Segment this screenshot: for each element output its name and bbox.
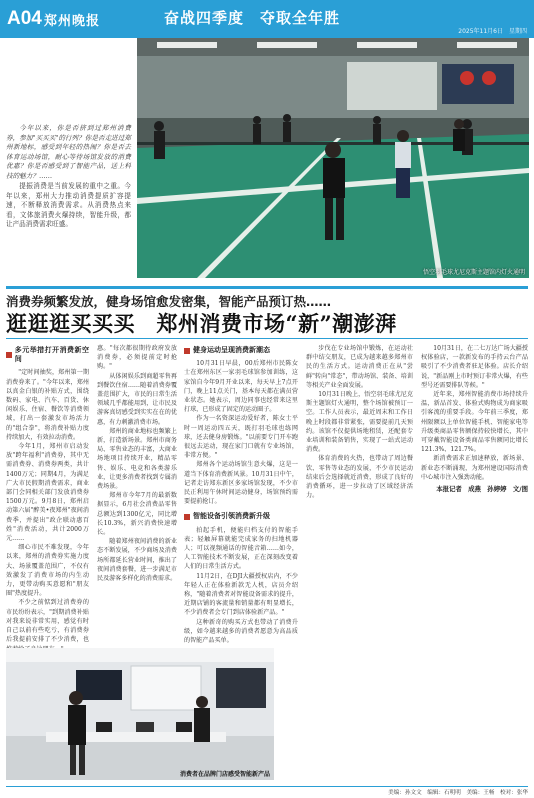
body-paragraph: 10月31日早晨，00后郑州市民陈女士在郑州东区一家羽毛球馆参加训练，这家馆自今年9月开业以来，每天早上7点开门，晚上11点关门，基本每天都在满员营业状态。她表示，周边同事也经常来这里打球，已形成了固定的运动圈子。 — [184, 360, 298, 414]
body-paragraph: 新消费需求正加速释放，新场景、新业态不断涌现，为郑州建设国际消费中心城市注入强劲动能。 — [421, 455, 528, 481]
issue-date: 2025年11月6日 星期四 — [458, 28, 527, 35]
body-paragraph: 11月2日，在DJI大疆授权店内，不少年轻人正在体验新款无人机，店员介绍称，"随着消费者对智能设备需求的提升，近期店铺的客流量和销量都有明显增长，不少消费者会专门到店体验新产品。" — [184, 572, 298, 617]
body-paragraph: 拍起手机，便能归档支付的智能手表；轻触屏幕就能完成家务的扫地机器人；可以视频通话的智能音箱……如今，人工智能技术不断发展，正在深刻改变着人们的日常生活方式。 — [184, 526, 298, 571]
page-number: A04 — [7, 8, 42, 29]
body-paragraph: 郑州市今年7月的最新数据显示，6月社会消费品零售总额达到1300亿元，同比增长10.3%，新兴消费快速增长。 — [97, 492, 177, 537]
body-paragraph: 10月31日，在二七万达广场大疆授权体验店，一款新发布的手持云台产品吸引了不少消费者驻足体验。店长介绍说，"新品刚上市时预订非常火爆，有些型号还需要排队等候。" — [421, 345, 528, 389]
intro-text — [6, 124, 131, 231]
smart-device-store-illustration — [6, 648, 274, 780]
page-slogan: 奋战四季度 夺取全年胜 — [164, 9, 341, 27]
accent-bar — [6, 286, 528, 289]
body-paragraph: 近年来，郑州智能消费市场持续升温，新品首发、体验式购物成为商家吸引客流的重要手段。今年前三季度，郑州限额以上单位智能手机、智能家电等升级类商品零售额保持较快增长，其中可穿戴智能设备类商品零售额同比增长121.3%、121.7%。 — [421, 391, 528, 454]
article-column-2 — [97, 344, 177, 583]
badminton-hall-illustration — [137, 38, 529, 278]
section-marker-icon — [184, 514, 190, 520]
body-paragraph: 不少之前惦到过消费券的市民纷纷表示，"到期消费补贴对我来说非常实用，感觉有时自己以前有些吃亏，有消费券后我提前安排了不少消费，也 — [6, 599, 89, 644]
section-heading: 多元举措打开消费新空间 — [6, 346, 89, 364]
headline-divider — [6, 338, 528, 339]
article-column-4 — [306, 344, 528, 784]
body-paragraph: 体育消费的火热，也带动了周边餐饮、零售等业态的发展，不少市民运动结束后会选择就近消费，形成了良好的消费循环，进一步拉动了区域经济活力。 — [306, 455, 413, 500]
footer-rule — [6, 786, 528, 787]
store-photo — [6, 648, 274, 780]
section-marker-icon — [6, 352, 12, 358]
body-paragraph: 从体闲娱乐到商超零售再到餐饮住宿……随着消费券覆盖范围扩大，市民的日常生活领域几乎都能用到，让市民及游客真切感受到实实在在的优惠，有力刺激消费市场。 — [97, 372, 177, 426]
body-paragraph: 作为一名资深运动爱好者，陈女士平时一周运动四五天，既打羽毛球也练网球，还去健身房锻炼。"以前要专门开车跑很远去运动，现在家门口就有专业场馆，非常方便。" — [184, 415, 298, 460]
article-column-1 — [6, 344, 89, 654]
hero-caption: 悟空羽毛球尤尼克斯主题馆内灯火通明 — [422, 269, 525, 276]
body-paragraph: 步伐在专业场馆中锻炼，在运动社群中结交朋友，已成为越来越多郑州市民的生活方式。运动消费正在从"尝鲜"转向"常态"，带动场馆、装备、培训等相关产业全面发展。 — [306, 345, 413, 389]
body-paragraph: 10月31日晚上，悟空羽毛球尤尼克斯主题馆灯火通明，整个场馆被预订一空。工作人员表示，最近周末和工作日晚上时段都非常紧张，需要提前几天预约。该馆不仅提供场地租赁，还配套专业培训和装备销售，实现了一站式运动消费。 — [306, 391, 413, 454]
section-heading: 健身运动呈现消费新潮态 — [184, 346, 298, 355]
author-byline: 本报记者 成燕 孙婷婷 文/图 — [436, 485, 528, 494]
body-paragraph: 郑州的商业地标也频繁上新，打造新场景。郑州市商务局、零售业态的丰富，大商业场地项目持续开业，精品零售、娱乐、电竞和各类游乐业，让更多消费者找到专属消费场景。 — [97, 427, 177, 491]
section-heading: 智能设备引领消费新升级 — [184, 512, 298, 521]
body-paragraph: "定时间抽奖，郑州第一期消费券来了。"今年以来，郑州以真金白银的补贴方式，围绕数码、家电、汽车、百货、休闲娱乐、住宿、餐饮等消费领域，打出一套激发市场活力的"组合拳"，将消费补贴力度持续加大，有效拉动消费。 — [6, 369, 89, 441]
section-marker-icon — [184, 348, 190, 354]
body-paragraph: 郑州各个运动场馆生意火爆，这是一道当下体育消费新风景。10月31日中午，记者走访郑东新区多家场馆发现，不少市民正利用午休时间运动健身，场馆预约需要提前抢订。 — [184, 461, 298, 506]
article-headline: 逛逛逛买买买 郑州消费市场“新”潮澎湃 — [6, 311, 397, 336]
intro-paragraph: 提振消费是当前发展的重中之重。今年以来，郑州大力推动消费提质扩容提速，不断释放消费需求。从消费热点来看，文体旅消费火爆持续，智能升级，都让产品消费需求旺盛。 — [6, 182, 131, 228]
masthead — [0, 0, 534, 38]
body-paragraph: 这种新奇的购买方式也带动了消费升级，如今越来越多的消费者愿意为高品质的智能产品买单。 — [184, 618, 298, 645]
article-subheadline: 消费券频繁发放，健身场馆愈发密集，智能产品预订热…… — [6, 294, 332, 309]
body-paragraph: 细心市民不难发现，今年以来，郑州的消费券实施力度大、场景覆盖范围广，不仅有效激发了消费市场的内生动力，更带动购买意愿和"朋友圈"热度提升。 — [6, 544, 89, 598]
body-paragraph: 今年1月，郑州市启动发放"跨年福利"消费券，其中无需消费券、消费券两类，共计1400万元；同期4月，为满足广大市民假期消费需求，商业部门会同相关部门发放消费券1500万元。9月8日，郑州启动第六届"醉美•夜郑州"夜间消费季，并提出"政企联动惠百姓"消费活动，共计2000万元…… — [6, 443, 89, 543]
editor-credits: 美编：孙文文 编辑：石明明 美编：王畅 校对：张华 — [388, 790, 528, 796]
hero-photo — [137, 38, 529, 278]
body-paragraph: 随着郑州夜间消费的新业态不断发展，不少商场及消费场所都延长营业时间，推出了夜间消费套餐，进一步满足市民及游客多样化的消费需求。 — [97, 538, 177, 583]
store-caption: 消费者在品牌门店感受智能新产品 — [179, 771, 270, 778]
intro-paragraph: 今年以来，你是否挤到过郑州消费券，参加"买买买"的行列？你是否走进过郑州新地标，感受到年轻的热闹？你是否去体育运动场馆，耐心等待场馆发放的消费优惠？你是否感受到了智能产品，送上科技的魅力？…… — [6, 124, 131, 180]
paper-name: 郑州晚报 — [44, 13, 101, 29]
body-paragraph: 惠。"每次都很期待政府发放消费券，必须提前定时抢购。" — [97, 345, 177, 371]
